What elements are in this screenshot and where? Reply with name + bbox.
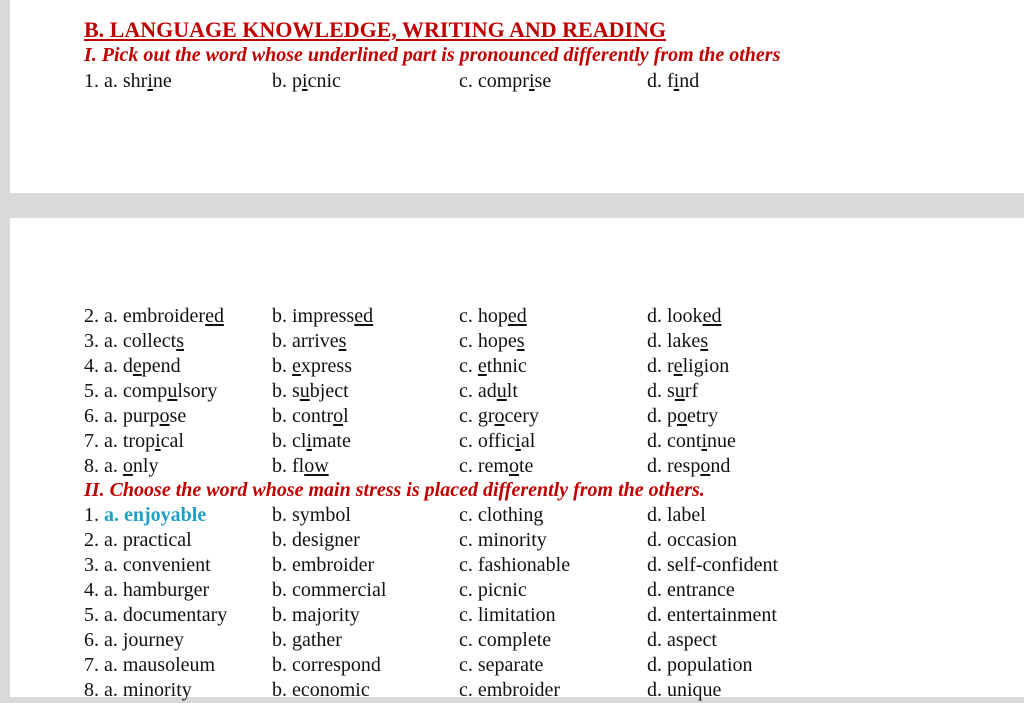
option-a: 5. a. documentary — [84, 604, 228, 626]
option-d: d. population — [647, 654, 753, 676]
option-c: c. official — [459, 430, 536, 452]
stress-question-7 — [84, 653, 1004, 678]
option-c: c. embroider — [459, 679, 561, 701]
option-b: b. symbol — [272, 504, 351, 526]
pronunciation-question-7 — [84, 429, 1004, 454]
underlined-part: i — [306, 430, 312, 452]
option-b: b. arrives — [272, 330, 347, 352]
option-a: 8. a. only — [84, 455, 159, 477]
document-heading: B. LANGUAGE KNOWLEDGE, WRITING AND READING — [84, 17, 667, 42]
option-c: c. comprise — [459, 70, 552, 92]
option-d: d. continue — [647, 430, 736, 452]
option-c: c. remote — [459, 455, 534, 477]
underlined-part: o — [159, 405, 170, 427]
option-d: d. entertainment — [647, 604, 777, 626]
option-d: d. aspect — [647, 629, 717, 651]
underlined-part: o — [677, 405, 687, 427]
option-d: d. entrance — [647, 579, 735, 601]
option-d: d. looked — [647, 305, 722, 327]
option-a: 5. a. compulsory — [84, 380, 218, 402]
option-c: c. minority — [459, 529, 547, 551]
pronunciation-question-6 — [84, 404, 1004, 429]
option-d: d. religion — [647, 355, 730, 377]
underlined-part: u — [674, 380, 685, 402]
pronunciation-question-3 — [84, 329, 1004, 354]
option-a: 3. a. collects — [84, 330, 184, 352]
option-d: d. unique — [647, 679, 722, 701]
option-b: b. climate — [272, 430, 351, 452]
option-d: d. label — [647, 504, 706, 526]
underlined-part: ed — [702, 305, 722, 327]
underlined-part: s — [176, 330, 184, 352]
underlined-part: i — [302, 70, 308, 92]
underlined-part: ow — [304, 455, 329, 477]
underlined-part: i — [147, 70, 153, 92]
stress-question-4 — [84, 578, 1004, 603]
option-d: d. find — [647, 70, 700, 92]
option-d: d. self-confident — [647, 554, 779, 576]
option-d: d. surf — [647, 380, 699, 402]
option-c: c. grocery — [459, 405, 539, 427]
option-c: c. hopes — [459, 330, 525, 352]
option-c: c. limitation — [459, 604, 556, 626]
underlined-part: i — [155, 430, 161, 452]
option-d: d. respond — [647, 455, 731, 477]
option-d: d. occasion — [647, 529, 737, 551]
underlined-part: e — [477, 355, 487, 377]
option-b: b. express — [272, 355, 352, 377]
option-a: 1. a. shrine — [84, 70, 172, 92]
option-a: 4. a. depend — [84, 355, 181, 377]
stress-question-8 — [84, 678, 1004, 703]
option-b: b. correspond — [272, 654, 381, 676]
option-a: 2. a. practical — [84, 529, 192, 551]
underlined-part: u — [299, 380, 310, 402]
underlined-part: s — [338, 330, 347, 352]
stress-question-6 — [84, 628, 1004, 653]
option-b: b. control — [272, 405, 349, 427]
option-d: d. poetry — [647, 405, 719, 427]
option-b: b. flow — [272, 455, 329, 477]
underlined-part: e — [132, 355, 142, 377]
option-b: b. majority — [272, 604, 360, 626]
option-b: b. economic — [272, 679, 370, 701]
option-a: 3. a. convenient — [84, 554, 211, 576]
underlined-part: e — [292, 355, 301, 377]
underlined-part: o — [494, 405, 505, 427]
underlined-part: i — [515, 430, 521, 452]
underlined-part: o — [333, 405, 344, 427]
option-c: c. fashionable — [459, 554, 571, 576]
underlined-part: i — [528, 70, 535, 92]
underlined-part: i — [673, 70, 680, 92]
option-a: 6. a. journey — [84, 629, 184, 651]
underlined-part: ed — [507, 305, 527, 327]
underlined-part: o — [700, 455, 711, 477]
underlined-part: u — [167, 380, 178, 402]
option-b: b. subject — [272, 380, 349, 402]
option-b: b. commercial — [272, 579, 387, 601]
option-c: c. complete — [459, 629, 552, 651]
underlined-part: e — [673, 355, 683, 377]
underlined-part: ed — [205, 305, 224, 327]
option-a: 7. a. tropical — [84, 430, 184, 452]
option-d: d. lakes — [647, 330, 709, 352]
option-b: b. gather — [272, 629, 342, 651]
option-b: b. picnic — [272, 70, 341, 92]
option-a: 2. a. embroidered — [84, 305, 224, 327]
underlined-part: ed — [354, 305, 374, 327]
highlighted-answer: a. enjoyable — [104, 504, 207, 526]
underlined-part: s — [516, 330, 525, 352]
option-a: 1. a. enjoyable — [84, 504, 207, 526]
pronunciation-question-8 — [84, 454, 1004, 479]
underlined-part: o — [508, 455, 519, 477]
pronunciation-question-4 — [84, 354, 1004, 379]
option-b: b. impressed — [272, 305, 374, 327]
option-b: b. designer — [272, 529, 360, 551]
stress-question-2 — [84, 528, 1004, 553]
stress-question-5 — [84, 603, 1004, 628]
pronunciation-question-5 — [84, 379, 1004, 404]
underlined-part: s — [700, 330, 709, 352]
underlined-part: u — [496, 380, 507, 402]
option-c: c. hoped — [459, 305, 527, 327]
section-2-title: II. Choose the word whose main stress is placed differently from the others. — [84, 479, 705, 501]
option-c: c. picnic — [459, 579, 527, 601]
pronunciation-question-1 — [84, 69, 1004, 94]
stress-question-3 — [84, 553, 1004, 578]
section-1-title: I. Pick out the word whose underlined part is pronounced differently from the others — [84, 44, 781, 66]
underlined-part: o — [122, 455, 133, 477]
option-c: c. adult — [459, 380, 518, 402]
pronunciation-question-2 — [84, 304, 1004, 329]
stress-question-1 — [84, 503, 1004, 528]
option-c: c. ethnic — [459, 355, 527, 377]
option-a: 7. a. mausoleum — [84, 654, 216, 676]
option-c: c. clothing — [459, 504, 544, 526]
underlined-part: i — [701, 430, 707, 452]
option-a: 4. a. hamburger — [84, 579, 210, 601]
option-a: 8. a. minority — [84, 679, 192, 701]
option-a: 6. a. purpose — [84, 405, 187, 427]
option-c: c. separate — [459, 654, 544, 676]
option-b: b. embroider — [272, 554, 375, 576]
